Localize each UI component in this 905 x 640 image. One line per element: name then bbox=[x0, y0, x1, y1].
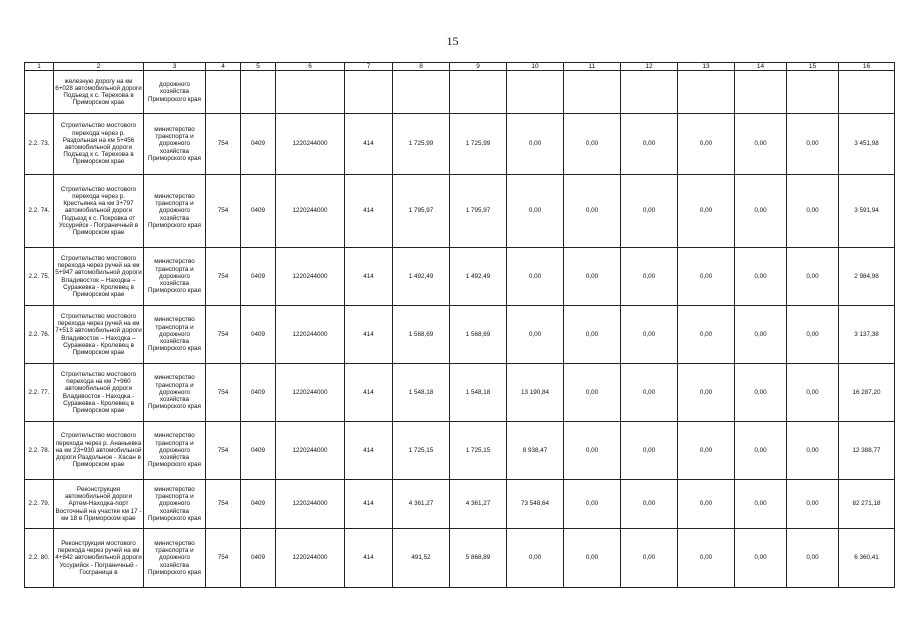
cell-7: 414 bbox=[345, 306, 393, 364]
cell-5: 0409 bbox=[241, 480, 276, 529]
project-name: Реконструкция автомобильной дороги Артем-Находка-порт Восточный на участке км 17 - км 18 в Приморском крае bbox=[54, 480, 144, 529]
cell-13: 0,00 bbox=[678, 114, 735, 175]
table-body bbox=[25, 71, 895, 588]
cell-10: 0,00 bbox=[507, 306, 564, 364]
row-number: 2.2. 76. bbox=[25, 306, 54, 364]
cell-14 bbox=[735, 71, 787, 114]
cell-7: 414 bbox=[345, 529, 393, 588]
cell-16: 3 137,38 bbox=[839, 306, 895, 364]
table-row bbox=[25, 529, 895, 588]
cell-14: 0,00 bbox=[735, 114, 787, 175]
cell-9: 4 361,27 bbox=[450, 480, 507, 529]
cell-13 bbox=[678, 71, 735, 114]
row-number: 2.2. 78. bbox=[25, 422, 54, 480]
cell-6: 1220244000 bbox=[276, 306, 345, 364]
cell-8: 1 795,97 bbox=[393, 175, 450, 248]
cell-14: 0,00 bbox=[735, 364, 787, 422]
cell-16: 82 271,18 bbox=[839, 480, 895, 529]
cell-9 bbox=[450, 71, 507, 114]
cell-5: 0409 bbox=[241, 175, 276, 248]
cell-5: 0409 bbox=[241, 248, 276, 306]
cell-14: 0,00 bbox=[735, 175, 787, 248]
cell-15: 0,00 bbox=[787, 306, 839, 364]
budget-table bbox=[24, 62, 895, 588]
cell-7: 414 bbox=[345, 114, 393, 175]
cell-14: 0,00 bbox=[735, 248, 787, 306]
cell-7 bbox=[345, 71, 393, 114]
cell-4: 754 bbox=[206, 175, 241, 248]
column-number: 11 bbox=[564, 63, 621, 71]
cell-9: 1 725,15 bbox=[450, 422, 507, 480]
cell-11: 0,00 bbox=[564, 114, 621, 175]
cell-10: 0,00 bbox=[507, 114, 564, 175]
cell-16: 12 388,77 bbox=[839, 422, 895, 480]
column-number: 5 bbox=[241, 63, 276, 71]
cell-9: 1 492,49 bbox=[450, 248, 507, 306]
cell-14: 0,00 bbox=[735, 480, 787, 529]
cell-10: 13 190,84 bbox=[507, 364, 564, 422]
row-number: 2.2. 75. bbox=[25, 248, 54, 306]
executor: министерство транспорта и дорожного хозяйства Приморского края bbox=[144, 248, 206, 306]
cell-15: 0,00 bbox=[787, 364, 839, 422]
executor: министерство транспорта и дорожного хозяйства Приморского края bbox=[144, 114, 206, 175]
cell-8: 4 361,27 bbox=[393, 480, 450, 529]
cell-12: 0,00 bbox=[621, 422, 678, 480]
cell-16: 6 360,41 bbox=[839, 529, 895, 588]
cell-15: 0,00 bbox=[787, 480, 839, 529]
cell-12: 0,00 bbox=[621, 529, 678, 588]
cell-8: 491,52 bbox=[393, 529, 450, 588]
cell-9: 1 568,69 bbox=[450, 306, 507, 364]
column-number: 16 bbox=[839, 63, 895, 71]
cell-16 bbox=[839, 71, 895, 114]
cell-13: 0,00 bbox=[678, 480, 735, 529]
cell-12: 0,00 bbox=[621, 175, 678, 248]
cell-8: 1 568,69 bbox=[393, 306, 450, 364]
column-number-row bbox=[25, 63, 895, 71]
cell-15: 0,00 bbox=[787, 114, 839, 175]
cell-10: 8 938,47 bbox=[507, 422, 564, 480]
cell-15: 0,00 bbox=[787, 248, 839, 306]
cell-10: 0,00 bbox=[507, 248, 564, 306]
cell-16: 3 451,98 bbox=[839, 114, 895, 175]
table-row bbox=[25, 71, 895, 114]
cell-11 bbox=[564, 71, 621, 114]
cell-6: 1220244000 bbox=[276, 529, 345, 588]
executor: министерство транспорта и дорожного хозяйства Приморского края bbox=[144, 364, 206, 422]
cell-11: 0,00 bbox=[564, 529, 621, 588]
cell-7: 414 bbox=[345, 364, 393, 422]
column-number: 12 bbox=[621, 63, 678, 71]
cell-11: 0,00 bbox=[564, 364, 621, 422]
cell-4: 754 bbox=[206, 248, 241, 306]
cell-11: 0,00 bbox=[564, 480, 621, 529]
cell-6: 1220244000 bbox=[276, 364, 345, 422]
page-number: 15 bbox=[446, 34, 459, 48]
cell-10: 0,00 bbox=[507, 175, 564, 248]
column-number: 1 bbox=[25, 63, 54, 71]
cell-12: 0,00 bbox=[621, 114, 678, 175]
table-row bbox=[25, 364, 895, 422]
cell-6: 1220244000 bbox=[276, 175, 345, 248]
project-name: Строительство мостового перехода через р. Раздольная на км 5+456 автомобильной дороги Подъезд к с. Терехова в Приморском крае bbox=[54, 114, 144, 175]
column-number: 13 bbox=[678, 63, 735, 71]
cell-6: 1220244000 bbox=[276, 248, 345, 306]
cell-13: 0,00 bbox=[678, 306, 735, 364]
column-number: 14 bbox=[735, 63, 787, 71]
column-number: 6 bbox=[276, 63, 345, 71]
cell-5: 0409 bbox=[241, 306, 276, 364]
cell-16: 16 287,20 bbox=[839, 364, 895, 422]
executor: министерство транспорта и дорожного хозяйства Приморского края bbox=[144, 480, 206, 529]
cell-4: 754 bbox=[206, 480, 241, 529]
cell-15: 0,00 bbox=[787, 422, 839, 480]
cell-15: 0,00 bbox=[787, 175, 839, 248]
cell-10 bbox=[507, 71, 564, 114]
cell-6 bbox=[276, 71, 345, 114]
executor: министерство транспорта и дорожного хозяйства Приморского края bbox=[144, 175, 206, 248]
cell-12: 0,00 bbox=[621, 480, 678, 529]
cell-11: 0,00 bbox=[564, 306, 621, 364]
project-name: железную дорогу на км 6+028 автомобильной дороги Подъезд к с. Терехова в Приморском крае bbox=[54, 71, 144, 114]
cell-11: 0,00 bbox=[564, 175, 621, 248]
cell-8: 1 492,49 bbox=[393, 248, 450, 306]
column-number: 7 bbox=[345, 63, 393, 71]
cell-13: 0,00 bbox=[678, 422, 735, 480]
cell-10: 0,00 bbox=[507, 529, 564, 588]
cell-8: 1 725,15 bbox=[393, 422, 450, 480]
cell-14: 0,00 bbox=[735, 422, 787, 480]
cell-15: 0,00 bbox=[787, 529, 839, 588]
cell-8: 1 725,99 bbox=[393, 114, 450, 175]
cell-5: 0409 bbox=[241, 364, 276, 422]
cell-13: 0,00 bbox=[678, 175, 735, 248]
column-number: 2 bbox=[54, 63, 144, 71]
cell-6: 1220244000 bbox=[276, 422, 345, 480]
cell-15 bbox=[787, 71, 839, 114]
executor: министерство транспорта и дорожного хозяйства Приморского края bbox=[144, 529, 206, 588]
column-number: 10 bbox=[507, 63, 564, 71]
project-name: Строительство мостового перехода через ручей на км 7+513 автомобильной дороги Владивосток – Находка – Суражевка - Кролевец в Приморском крае bbox=[54, 306, 144, 364]
cell-5: 0409 bbox=[241, 114, 276, 175]
cell-5: 0409 bbox=[241, 529, 276, 588]
cell-5: 0409 bbox=[241, 422, 276, 480]
cell-4: 754 bbox=[206, 306, 241, 364]
cell-12: 0,00 bbox=[621, 364, 678, 422]
cell-7: 414 bbox=[345, 248, 393, 306]
cell-4: 754 bbox=[206, 529, 241, 588]
table-row bbox=[25, 175, 895, 248]
cell-9: 1 548,18 bbox=[450, 364, 507, 422]
cell-11: 0,00 bbox=[564, 248, 621, 306]
executor: министерство транспорта и дорожного хозяйства Приморского края bbox=[144, 306, 206, 364]
cell-16: 3 591,94 bbox=[839, 175, 895, 248]
project-name: Реконструкция мостового перехода через ручей на км 4+842 автомобильной дороги Уссурийск - Пограничный - Госграница в bbox=[54, 529, 144, 588]
row-number: 2.2. 73. bbox=[25, 114, 54, 175]
cell-4 bbox=[206, 71, 241, 114]
cell-9: 1 725,99 bbox=[450, 114, 507, 175]
row-number bbox=[25, 71, 54, 114]
table-row bbox=[25, 422, 895, 480]
column-number: 15 bbox=[787, 63, 839, 71]
row-number: 2.2. 80. bbox=[25, 529, 54, 588]
cell-4: 754 bbox=[206, 422, 241, 480]
column-number: 8 bbox=[393, 63, 450, 71]
cell-5 bbox=[241, 71, 276, 114]
cell-4: 754 bbox=[206, 364, 241, 422]
executor: дорожного хозяйства Приморского края bbox=[144, 71, 206, 114]
project-name: Строительство мостового перехода через р. Крестьянка на км 3+797 автомобильной дороги Подъезд к с. Покровка от Уссурийск - Пограничный в Приморском крае bbox=[54, 175, 144, 248]
column-number: 4 bbox=[206, 63, 241, 71]
cell-9: 5 868,89 bbox=[450, 529, 507, 588]
cell-12: 0,00 bbox=[621, 306, 678, 364]
project-name: Строительство мостового перехода через ручей на км 5+947 автомобильной дороги Владивосток – Находка – Суражевка - Кролевец в Приморском крае bbox=[54, 248, 144, 306]
cell-12: 0,00 bbox=[621, 248, 678, 306]
cell-13: 0,00 bbox=[678, 529, 735, 588]
cell-13: 0,00 bbox=[678, 248, 735, 306]
project-name: Строительство мостового перехода через р. Ананьевка на км 23+930 автомобильной дороги Раздольное - Хасан в Приморском крае bbox=[54, 422, 144, 480]
cell-7: 414 bbox=[345, 175, 393, 248]
cell-6: 1220244000 bbox=[276, 480, 345, 529]
cell-8: 1 548,18 bbox=[393, 364, 450, 422]
row-number: 2.2. 79. bbox=[25, 480, 54, 529]
cell-7: 414 bbox=[345, 480, 393, 529]
cell-14: 0,00 bbox=[735, 529, 787, 588]
table-row bbox=[25, 248, 895, 306]
column-number: 3 bbox=[144, 63, 206, 71]
cell-7: 414 bbox=[345, 422, 393, 480]
cell-9: 1 795,97 bbox=[450, 175, 507, 248]
cell-14: 0,00 bbox=[735, 306, 787, 364]
executor: министерство транспорта и дорожного хозяйства Приморского края bbox=[144, 422, 206, 480]
cell-16: 2 984,98 bbox=[839, 248, 895, 306]
cell-12 bbox=[621, 71, 678, 114]
row-number: 2.2. 77. bbox=[25, 364, 54, 422]
table-row bbox=[25, 306, 895, 364]
project-name: Строительство мостового перехода на км 7+960 автомобильной дороги Владивосток - Находка - Суражевка - Кролевец в Приморском крае bbox=[54, 364, 144, 422]
row-number: 2.2. 74. bbox=[25, 175, 54, 248]
cell-13: 0,00 bbox=[678, 364, 735, 422]
cell-6: 1220244000 bbox=[276, 114, 345, 175]
table-row bbox=[25, 480, 895, 529]
cell-10: 73 548,64 bbox=[507, 480, 564, 529]
cell-8 bbox=[393, 71, 450, 114]
cell-4: 754 bbox=[206, 114, 241, 175]
cell-11: 0,00 bbox=[564, 422, 621, 480]
column-number: 9 bbox=[450, 63, 507, 71]
table-row bbox=[25, 114, 895, 175]
